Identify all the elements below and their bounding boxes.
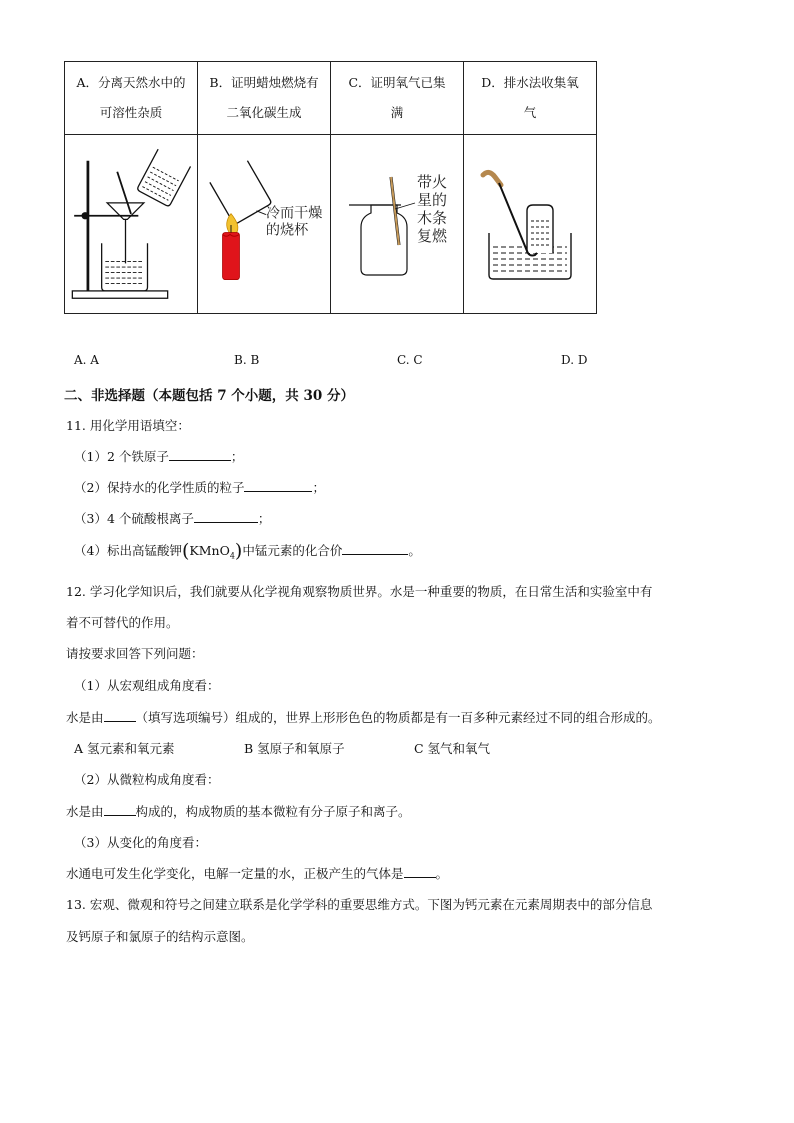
options-table bbox=[64, 61, 597, 314]
q12-option-a[interactable]: A 氢元素和氧元素 bbox=[74, 741, 175, 756]
q12-stem-line2: 着不可替代的作用。 bbox=[66, 615, 179, 630]
candle-beaker-diagram bbox=[198, 135, 330, 313]
q12-part1-question: 水是由 （填写选项编号）组成的，世界上形形色色的物质都是有一百多种元素经过不同的组合形成的。 bbox=[66, 710, 661, 725]
answer-choice-a[interactable]: A. A bbox=[74, 353, 99, 367]
q12-blank-1[interactable] bbox=[104, 709, 136, 722]
q12-stem-line1: 12. 学习化学知识后，我们就要从化学视角观察物质世界。水是一种重要的物质，在日常生活和实验室中有 bbox=[66, 584, 653, 599]
q12-part2-title: （2）从微粒构成角度看： bbox=[74, 772, 220, 787]
splint-label-line4: 复燃 bbox=[417, 227, 448, 245]
option-d-diagram bbox=[464, 135, 597, 314]
q12-part2-question: 水是由 构成的，构成物质的基本微粒有分子原子和离子。 bbox=[66, 804, 411, 819]
q11-item-4: （4）标出高锰酸钾(KMnO$_4$)中锰元素的化合价 。 bbox=[74, 540, 421, 562]
splint-label-line3: 木条 bbox=[417, 209, 448, 227]
q12-option-b[interactable]: B 氢原子和氧原子 bbox=[244, 741, 345, 756]
option-a-diagram bbox=[65, 135, 198, 314]
q11-item-3: （3）4 个硫酸根离子 ； bbox=[74, 511, 271, 526]
option-a-header: A．分离天然水中的 可溶性杂质 bbox=[65, 62, 198, 135]
filtration-apparatus-diagram bbox=[65, 135, 197, 313]
answer-choice-c[interactable]: C. C bbox=[397, 353, 423, 367]
q12-part3-question: 水通电可发生化学变化，电解一定量的水，正极产生的气体是 。 bbox=[66, 866, 449, 881]
option-c-header: C．证明氧气已集 满 bbox=[331, 62, 464, 135]
q12-part3-title: （3）从变化的角度看： bbox=[74, 835, 207, 850]
splint-bottle-diagram bbox=[331, 135, 463, 313]
option-b-diagram bbox=[198, 135, 331, 314]
q12-blank-2[interactable] bbox=[104, 803, 136, 816]
q12-part1-title: （1）从宏观组成角度看： bbox=[74, 678, 220, 693]
answer-choices bbox=[0, 353, 794, 371]
q11-blank-4[interactable] bbox=[342, 542, 408, 555]
answer-choice-d[interactable]: D. D bbox=[561, 353, 588, 367]
option-d-header: D．排水法收集氧 气 bbox=[464, 62, 597, 135]
splint-label-line2: 星的 bbox=[417, 191, 448, 209]
q11-blank-3[interactable] bbox=[194, 510, 258, 523]
option-c-diagram bbox=[331, 135, 464, 314]
water-displacement-diagram bbox=[464, 135, 596, 313]
q12-blank-3[interactable] bbox=[404, 865, 436, 878]
q13-stem-line1: 13. 宏观、微观和符号之间建立联系是化学学科的重要思维方式。下图为钙元素在元素周期表中的部分信息 bbox=[66, 897, 653, 912]
q11-stem: 11. 用化学用语填空： bbox=[66, 418, 190, 433]
q11-blank-2[interactable] bbox=[244, 479, 312, 492]
q12-option-c[interactable]: C 氢气和氧气 bbox=[414, 741, 491, 756]
splint-label-line1: 带火 bbox=[417, 173, 448, 191]
option-b-header: B．证明蜡烛燃烧有 二氧化碳生成 bbox=[198, 62, 331, 135]
beaker-label-line1: 冷而干燥 bbox=[265, 205, 323, 222]
q12-instruction: 请按要求回答下列问题： bbox=[66, 646, 204, 661]
q11-item-1: （1）2 个铁原子 ； bbox=[74, 449, 244, 464]
q11-blank-1[interactable] bbox=[169, 448, 231, 461]
q11-item-2: （2）保持水的化学性质的粒子 ； bbox=[74, 480, 325, 495]
q13-stem-line2: 及钙原子和氯原子的结构示意图。 bbox=[66, 929, 254, 944]
kmno4-formula: KMnO$_4$ bbox=[189, 543, 235, 561]
answer-choice-b[interactable]: B. B bbox=[234, 353, 260, 367]
section-title: 二、非选择题（本题包括 7 个小题，共 30 分） bbox=[64, 388, 354, 404]
beaker-label-line2: 的烧杯 bbox=[265, 222, 309, 239]
